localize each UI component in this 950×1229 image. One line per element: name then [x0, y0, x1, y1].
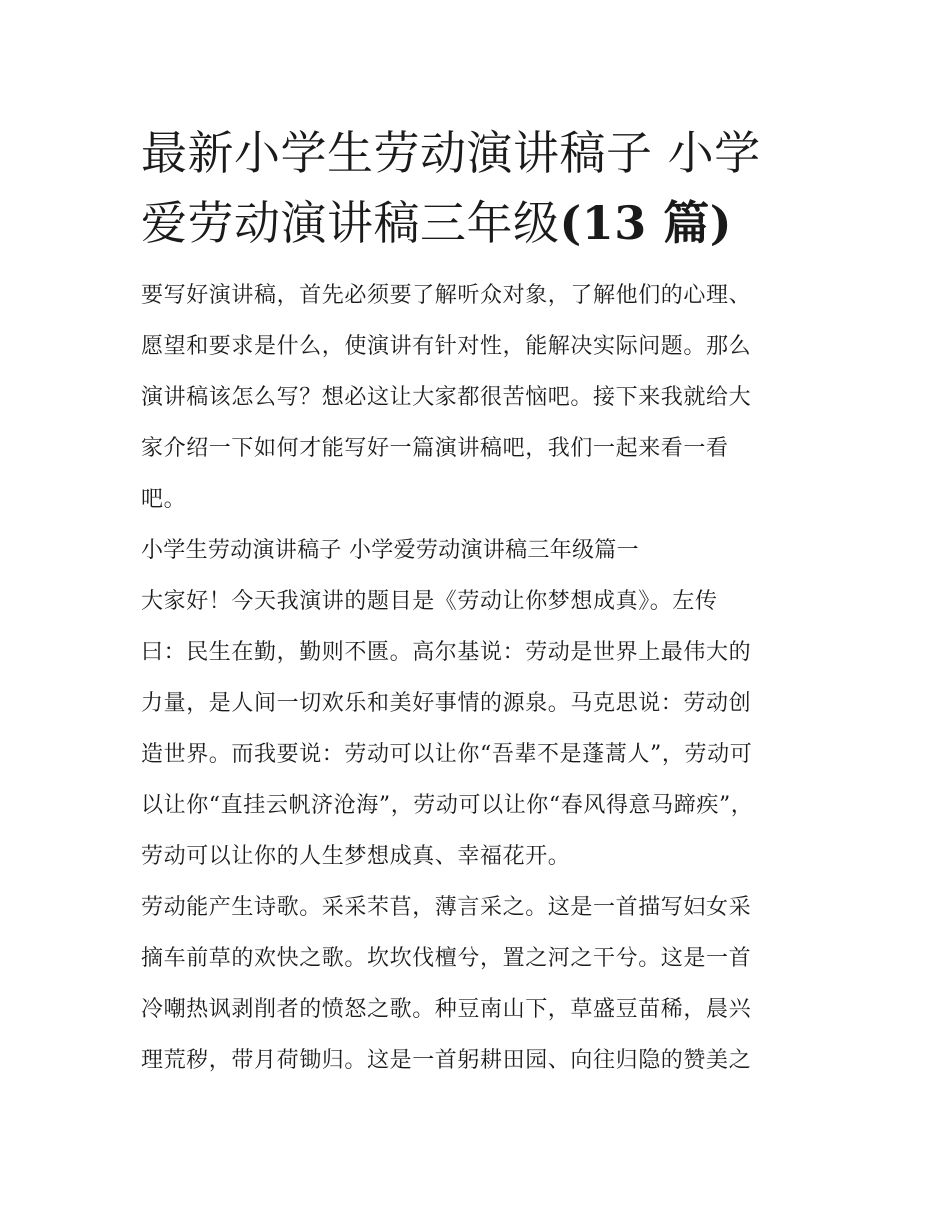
paragraph-2 [141, 882, 813, 1086]
paragraph-line: 劳动能产生诗歌。采采芣苢，薄言采之。这是一首描写妇女采 [141, 895, 752, 920]
title-line-2 [141, 188, 813, 258]
title-count: (13 篇) [559, 196, 733, 250]
paragraph-line: 曰：民生在勤，勤则不匮。高尔基说：劳动是世界上最伟大的 [141, 640, 752, 665]
intro-line: 愿望和要求是什么，使演讲有针对性，能解决实际问题。那么 [141, 334, 752, 359]
section-heading-text: 小学生劳动演讲稿子 小学爱劳动演讲稿三年级篇一 [141, 538, 639, 563]
paragraph-line: 冷嘲热讽剥削者的愤怒之歌。种豆南山下，草盛豆苗稀，晨兴 [141, 997, 752, 1022]
intro-line: 吧。 [141, 487, 187, 512]
intro-line: 要写好演讲稿，首先必须要了解听众对象，了解他们的心理、 [141, 283, 752, 308]
paragraph-line: 造世界。而我要说：劳动可以让你“吾辈不是蓬蒿人”，劳动可 [141, 742, 753, 767]
document-page [141, 118, 813, 1086]
intro-paragraph [141, 270, 813, 525]
title-line-2-text: 爱劳动演讲稿三年级 [141, 196, 560, 250]
document-body [141, 270, 813, 1086]
paragraph-1 [141, 576, 813, 882]
paragraph-line: 劳动可以让你的人生梦想成真、幸福花开。 [141, 844, 571, 869]
paragraph-line: 力量，是人间一切欢乐和美好事情的源泉。马克思说：劳动创 [141, 691, 752, 716]
intro-line: 演讲稿该怎么写？想必这让大家都很苦恼吧。接下来我就给大 [141, 385, 752, 410]
title-line-1: 最新小学生劳动演讲稿子 小学 [141, 126, 761, 180]
section-heading [141, 525, 813, 576]
paragraph-line: 大家好！今天我演讲的题目是《劳动让你梦想成真》。左传 [141, 589, 718, 614]
paragraph-line: 以让你“直挂云帆济沧海”，劳动可以让你“春风得意马蹄疾”， [141, 793, 754, 818]
paragraph-line: 摘车前草的欢快之歌。坎坎伐檀兮，置之河之干兮。这是一首 [141, 946, 752, 971]
document-title [141, 118, 813, 258]
paragraph-line: 理荒秽，带月荷锄归。这是一首躬耕田园、向往归隐的赞美之 [141, 1048, 752, 1073]
intro-line: 家介绍一下如何才能写好一篇演讲稿吧，我们一起来看一看 [141, 436, 729, 461]
